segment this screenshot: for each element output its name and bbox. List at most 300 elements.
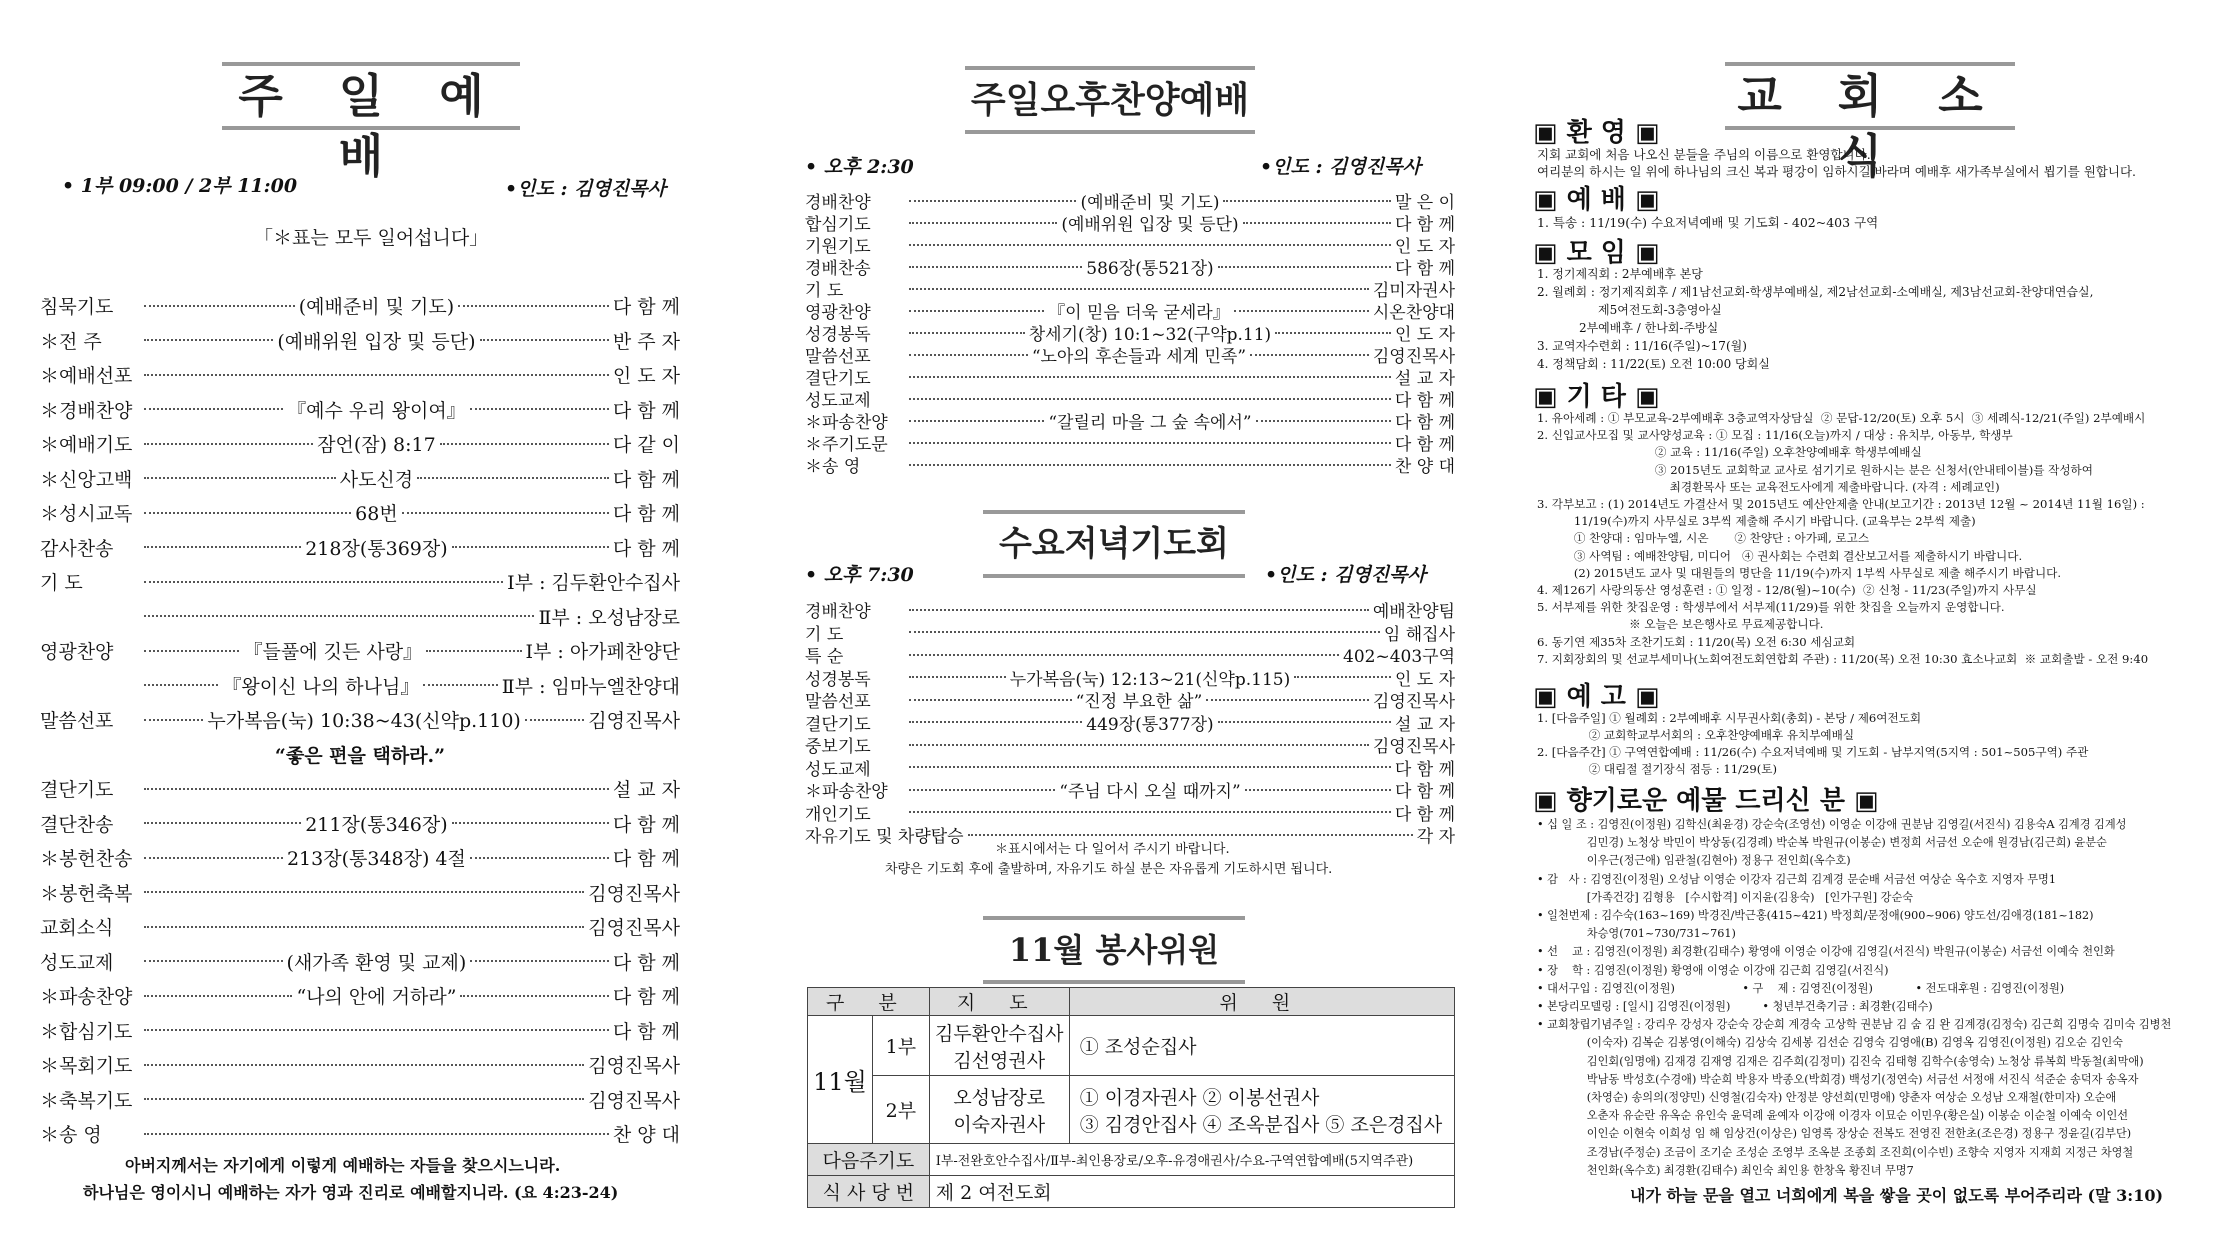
order-item [805,665,1455,690]
order-item-label: 성도교제 [40,951,114,974]
dot-leader [144,443,313,445]
dot-leader [144,650,239,652]
dot-leader [144,1064,584,1066]
order-item-content: “진정 부요한 삶” [1075,692,1203,712]
worship-heading: ▣ 예 배 ▣ [1533,185,1660,215]
service-committee-title: 11월 봉사위원 [983,916,1245,984]
dot-leader [1223,200,1390,202]
order-item-content: “노아의 후손들과 세계 민족” [1031,347,1247,367]
order-item [805,620,1455,645]
order-item-label: 결단기도 [40,779,114,801]
order-item-person: 다 함 께 [612,503,680,525]
news-line: 1. 유아세례 : ① 부모교육-2부예배후 3층교역자상담실 ② 문답-12/20(토) 오후 5시 ③ 세례식-12/21(주일) 2부예배시 [1537,411,2146,425]
dot-leader [909,420,1044,422]
welcome-heading: ▣ 환 영 ▣ [1533,118,1660,148]
news-line: • 장 학 : 김영진(이정원) 황영애 이영순 이강애 김근희 김영길(서진식) [1537,963,1889,977]
next-prayer-label: 다음주기도 [808,1144,930,1176]
order-item [40,948,680,975]
order-item-person: 김영진목사 [588,882,680,905]
order-item-content: (예배위원 입장 및 등단) [1061,215,1239,235]
order-item [40,603,680,630]
dot-leader [144,1029,609,1031]
news-line: 2. 신입교사모집 및 교사양성교육 : ① 모집 : 11/16(오늘)까지 / 대상 : 유치부, 아동부, 학생부 [1537,428,2013,443]
order-item-person: 김영진목사 [1372,737,1455,757]
order-item-label: ＊합심기도 [40,1020,133,1043]
order-item-content: 586장(통521장) [1086,259,1214,279]
order-item [805,800,1455,825]
order-item-person: Ⅰ부 : 김두환안수집사 [507,572,680,594]
order-item-person: 다 함 께 [612,986,681,1008]
month-cell: 11월 [808,1016,873,1144]
order-item-person: 다 함 께 [1394,759,1455,780]
order-item-person: 김영진목사 [588,1089,680,1112]
news-line: 지회 교회에 처음 나오신 분들을 주님의 이름으로 환영합니다. [1537,147,1871,162]
church-news-column [1525,0,2215,1240]
sunday-worship-title: 주 일 예 배 [222,62,520,130]
news-line: • 대서구입 : 김영진(이정원) • 구 제 : 김영진(이정원) • 전도대후원 : 김영진(이정원) [1537,981,2065,995]
part2-leader-2: 이숙자권사 [953,1113,1046,1136]
order-item-label: 성도교제 [805,391,871,411]
order-item-label: 감사찬송 [40,537,114,560]
order-item-label: ＊목회기도 [40,1055,133,1077]
order-item-label: 성경봉독 [805,669,871,690]
order-item-person: 다 함 께 [1394,259,1456,279]
order-item-person: 김영진목사 [588,710,680,732]
order-item-label: ＊신앙고백 [40,468,133,491]
dot-leader [460,995,608,997]
order-item-content: “나의 안에 거하라” [296,986,457,1008]
order-item-content: 213장(통348장) 4절 [286,848,466,870]
news-line: 11/19(수)까지 사무실로 3부씩 제출해 주시기 바랍니다. (교육부는 2부씩 제출) [1537,514,1976,529]
news-line: 김민경) 노청상 박민이 박상동(김경례) 박순복 박원규(이봉순) 변정희 서금선 오순애 원경남(김근희) 윤분순 [1537,836,2107,850]
order-item [805,710,1455,735]
part1-cell: 1부 [873,1016,930,1076]
order-item-label: 경배찬양 [805,602,871,622]
dot-leader [144,305,295,307]
order-item-content: 『이 믿음 더욱 굳세라』 [1048,303,1230,323]
order-item-person: Ⅱ부 : 오성남장로 [538,606,680,629]
sunday-footer-verse-1: 아버지께서는 자기에게 이렇게 예배하는 자들을 찾으시느니라. [125,1156,561,1175]
news-line: 3. 각부보고 : (1) 2014년도 가결산서 및 2015년도 예산안제출 안내(보고기간 : 2013년 12월 ~ 2014년 11월 16일) : [1537,497,2145,511]
order-item-person: 402~403구역 [1343,647,1455,667]
dot-leader [144,615,534,617]
dot-leader [1218,266,1391,268]
order-item-label: ＊전 주 [40,330,102,353]
order-item [40,361,680,388]
dot-leader [144,1098,584,1100]
order-item [805,597,1455,622]
order-item [40,396,680,423]
news-line: 2. 월례회 : 정기제직회후 / 제1남선교회-학생부예배실, 제2남선교회-소예배실, 제3남선교회-찬양대연습실, [1537,285,2094,299]
order-item-label: ＊송 영 [40,1124,102,1146]
order-item-label: 영광찬양 [40,641,114,663]
order-item [805,755,1455,780]
news-line: 제5여전도회-3층영아실 [1537,303,1722,317]
dot-leader [909,789,1055,791]
order-item-label: 자유기도 및 차량탑승 [805,827,964,847]
order-item-person: 다 같 이 [612,434,680,456]
order-item-label: ＊예배선포 [40,365,133,387]
news-line: • 본당리모델링 : [일시] 김영진(이정원) • 청년부건축기금 : 최경환(김태수) [1537,1000,1933,1013]
dot-leader [144,788,609,790]
dot-leader [909,721,1082,723]
order-item [805,687,1455,712]
dot-leader [1243,222,1391,224]
order-item-person: 다 함 께 [1394,782,1456,802]
order-item-person: 다 함 께 [612,296,681,318]
dot-leader [909,654,1339,656]
order-item-person: 다 함 께 [1394,413,1456,433]
order-item-label: ＊경배찬양 [40,399,133,422]
order-item-person: 다 함 께 [612,399,680,422]
news-line: 2부예배후 / 한나회-주방실 [1537,321,1719,335]
dot-leader [909,310,1044,312]
service-committee-table [807,987,1455,1208]
news-line: • 감 사 : 김영진(이정원) 오성남 이영순 이강자 김근희 김계경 문순배 서금선 여상순 옥수호 지영자 무명1 [1537,872,2056,886]
news-line: 4. 정책담회 : 11/22(토) 오전 10:00 당회실 [1537,357,1770,371]
dot-leader [909,332,1025,334]
etc-heading: ▣ 기 타 ▣ [1533,382,1660,412]
dot-leader [144,822,301,824]
order-item-label: 성도교제 [805,759,871,780]
wednesday-prayer-title: 수요저녁기도회 [983,510,1245,578]
order-item [40,637,680,664]
order-item-content: 사도신경 [339,468,414,491]
part2-members [1069,1076,1454,1144]
dot-leader [144,857,283,859]
dot-leader [440,443,609,445]
news-line: 3. 교역자수련회 : 11/16(주일)~17(월) [1537,339,1747,353]
news-line: 5. 서부제를 위한 찻집운영 : 학생부에서 서부제(11/29)를 위한 찻집을 오늘까지 운영합니다. [1537,600,2005,615]
dot-leader [1218,721,1391,723]
order-item-label: ＊파송찬양 [805,782,888,802]
meeting-heading: ▣ 모 임 ▣ [1533,238,1660,268]
dot-leader [909,464,1391,466]
news-line: ② 교회학교부서회의 : 오후찬양예배후 유치부예배실 [1537,728,1855,742]
order-item-label: ＊송 영 [805,457,861,477]
wednesday-prayer-time: • 오후 7:30 [805,564,914,586]
notice-heading: ▣ 예 고 ▣ [1533,682,1660,712]
order-item [40,1120,680,1147]
meal-duty-label: 식 사 당 번 [808,1176,930,1208]
order-item-label: ＊성시교독 [40,503,133,525]
dot-leader [909,200,1076,202]
order-item [40,706,680,733]
order-item-label: ＊축복기도 [40,1089,133,1112]
order-item-person: 말 은 이 [1394,193,1456,213]
order-item-person: 설 교 자 [1394,714,1456,735]
order-item-content: (예배준비 및 기도) [298,296,455,318]
th-leader: 지 도 [929,988,1069,1016]
order-item-label: 경배찬양 [805,193,871,213]
dot-leader [470,960,609,962]
order-item-label: 합심기도 [805,215,871,235]
church-news-footer: 내가 하늘 문을 열고 너희에게 복을 쌓을 곳이 없도록 부어주리라 (말 3:10) [1630,1186,2164,1205]
dot-leader [909,744,1369,746]
order-item [40,499,680,526]
order-item [40,741,680,768]
sunday-worship-time: • 1부 09:00 / 2부 11:00 [62,175,298,197]
order-item [805,452,1455,477]
dot-leader [144,374,609,376]
order-item-content: 211장(통346장) [305,813,448,836]
part1-members: ① 조성순집사 [1069,1016,1454,1076]
dot-leader [402,512,609,514]
news-line: 4. 제126기 사랑의동산 영성훈련 : ① 일정 - 12/8(월)~10(수) ② 신청 - 11/23(주일)까지 사무실 [1537,583,2037,597]
order-item [40,879,680,906]
order-item-person: 시온찬양대 [1372,303,1455,323]
news-line: • 십 일 조 : 김영진(이정원) 김학신(최윤경) 강순숙(조영선) 이영순 이강애 권분남 김영길(서진식) 김용숙A 김계경 김계성 [1537,818,2127,831]
news-line: [가족건강] 김형용 [수시합격] 이지윤(김용숙) [인가구원] 강순숙 [1537,890,1914,904]
part2-members-1: ① 이경자권사 ② 이봉선권사 [1079,1086,1320,1109]
dot-leader [144,891,584,893]
order-item-label: 특 순 [805,647,844,667]
sunday-worship-leader: •인도 : 김영진목사 [505,178,666,200]
dot-leader [480,339,609,341]
order-item-person: 찬 양 대 [1394,457,1455,477]
order-item-person: 반 주 자 [612,330,681,353]
order-item-person: 각 자 [1416,827,1455,847]
news-line: 오춘자 유순란 유옥순 유인숙 윤덕례 윤예자 이강애 이경자 이묘순 이민우(황은실) 이봉순 이순철 이예숙 이인선 [1537,1109,2129,1123]
order-item-person: 인 도 자 [1394,237,1455,257]
order-item-label: 중보기도 [805,737,871,757]
dot-leader [909,398,1391,400]
order-item-label: 경배찬송 [805,259,871,279]
dot-leader [909,244,1391,246]
dot-leader [144,719,203,721]
order-item-label: 기 도 [805,624,844,645]
order-item [805,777,1455,802]
dot-leader [452,822,609,824]
next-prayer-value: Ⅰ부-전완호안수집사/Ⅱ부-최인용장로/오후-유경애권사/수요-구역연합예배(5지역주관) [929,1144,1454,1176]
dot-leader [525,719,584,721]
dot-leader [144,995,292,997]
order-item-person: Ⅰ부 : 아가페찬양단 [525,641,680,663]
dot-leader [909,266,1082,268]
dot-leader [909,354,1028,356]
dot-leader [144,684,218,686]
order-item-label: ＊파송찬양 [805,413,888,433]
order-item-person: 다 함 께 [1394,435,1455,455]
order-item [40,465,680,492]
dot-leader [144,546,301,548]
dot-leader [1250,354,1369,356]
part2-cell: 2부 [873,1076,930,1144]
news-line: 천인화(옥수호) 최경환(김태수) 최인숙 최인용 한창옥 황진녀 무명7 [1537,1163,1914,1177]
order-item [40,534,680,561]
order-item-label: ＊봉헌찬송 [40,848,133,870]
dot-leader [1256,420,1391,422]
dot-leader [968,834,1413,836]
order-item-person: 다 함 께 [1394,391,1455,411]
order-item [40,1017,680,1044]
dot-leader [909,631,1380,633]
gift-heading: ▣ 향기로운 예물 드리신 분 ▣ [1533,786,1879,816]
order-item-label: 결단찬송 [40,813,114,836]
order-item-person: 김영진목사 [588,1055,680,1077]
order-item [40,292,680,319]
dot-leader [470,408,609,410]
news-line: ③ 사역팀 : 예배찬양팀, 미디어 ④ 권사회는 수련회 결산보고서를 제출하시기 바랍니다. [1537,548,2023,563]
order-item-person: 다 함 께 [1394,804,1455,825]
news-line: ① 찬양대 : 임마누엘, 시온 ② 찬양단 : 아가페, 로고스 [1537,531,1870,546]
dot-leader [909,222,1057,224]
order-item-label: 침묵기도 [40,296,114,318]
dot-leader [1245,789,1391,791]
order-item-content: (예배준비 및 기도) [1080,193,1220,213]
wednesday-note-1: ＊표시에서는 다 일어서 주시기 바랍니다. [995,842,1230,857]
order-item-content: 『들풀에 깃든 사랑』 [243,641,423,663]
order-item-label: 성경봉독 [805,325,871,345]
afternoon-worship-leader: •인도 : 김영진목사 [1260,156,1421,178]
news-line: 이우근(정근애) 임관철(김현아) 정용구 전인희(옥수호) [1537,854,1851,868]
order-item-person: 찬 양 대 [612,1124,680,1146]
news-line: ③ 2015년도 교회학교 교사로 섬기기로 원하시는 분은 신청서(안내테이블)를 작성하여 [1537,462,2093,477]
news-line: • 일천번제 : 김수숙(163~169) 박경진/박근홍(415~421) 박정희/문정애(900~906) 양도선/김애경(181~182) [1537,909,2094,922]
dot-leader [144,408,283,410]
dot-leader [458,305,609,307]
order-item-person: 다 함 께 [612,813,681,836]
dot-leader [909,376,1391,378]
dot-leader [1234,310,1369,312]
order-item-content: 『예수 우리 왕이여』 [287,399,466,422]
afternoon-worship-time: • 오후 2:30 [805,156,914,178]
th-category: 구 분 [808,988,930,1016]
wednesday-note-2: 차량은 기도회 후에 출발하며, 자유기도 하실 분은 자유롭게 기도하시면 됩니다. [885,862,1333,877]
news-line: 1. 특송 : 11/19(수) 수요저녁예배 및 기도회 - 402~403 구역 [1537,215,1879,230]
news-line: 이인순 이현숙 이희성 임 해 임상건(이상은) 임영록 장상순 전복도 전영진 전한초(조은경) 정용구 정윤길(김부단) [1537,1127,2132,1141]
order-item [40,672,680,699]
order-item-person: 인 도 자 [1394,669,1456,690]
order-item-content: (새가족 환영 및 교제) [286,951,467,974]
order-item-label: ＊주기도문 [805,435,888,455]
order-item-label: ＊파송찬양 [40,986,133,1008]
order-item [805,732,1455,757]
news-line: 김인회(임명애) 김재경 김재영 김재은 김주희(김정미) 김진숙 김태형 김학수(송영숙) 노청상 류복희 박동철(최막애) [1537,1054,2144,1068]
order-item-person: 김영진목사 [1372,692,1456,712]
order-item-person: 김영진목사 [1372,347,1455,367]
afternoon-worship-column [745,0,1475,1240]
dot-leader [909,609,1369,611]
news-line: 2. [다음주간] ① 구역연합예배 : 11/26(수) 수요저녁예배 및 기도회 - 남부지역(5지역 : 501~505구역) 주관 [1537,745,2089,759]
dot-leader [144,512,351,514]
order-item-person: 김미자권사 [1372,281,1455,301]
order-item [40,775,680,802]
order-item-person: 다 함 께 [612,1020,680,1043]
news-line: 1. 정기제직회 : 2부예배후 본당 [1537,267,1703,281]
news-line: • 선 교 : 김영진(이정원) 최경환(김태수) 황영애 이영순 이강애 김영길(서진식) 박원규(이봉순) 서금선 이예숙 천인화 [1537,945,2115,959]
sunday-worship-column [0,0,740,1240]
dot-leader [144,960,283,962]
order-item-label: 기 도 [805,281,844,301]
order-item-content: 누가복음(눅) 12:13~21(신약p.115) [1009,669,1291,690]
church-news-title: 교 회 소 식 [1725,62,2015,130]
wednesday-prayer-leader: •인도 : 김영진목사 [1265,564,1426,586]
dot-leader [909,811,1391,813]
order-item-label: 말씀선포 [40,710,114,732]
dot-leader [144,477,336,479]
dot-leader [144,581,503,583]
order-item-content: 449장(통377장) [1086,714,1214,735]
dot-leader [144,339,273,341]
order-item-content: 창세기(창) 10:1~32(구약p.11) [1028,325,1272,345]
dot-leader [909,288,1369,290]
dot-leader [452,546,609,548]
dot-leader [1275,332,1391,334]
part1-leaders [929,1016,1069,1076]
dot-leader [1294,676,1391,678]
dot-leader [144,1133,609,1135]
order-item [40,913,680,940]
order-item [40,982,680,1009]
order-item-label: ＊예배기도 [40,434,133,456]
news-line: 7. 지회장회의 및 선교부세미나(노회여전도회연합회 주관) : 11/20(목) 오전 10:30 효소나교회 ※ 교회출발 - 오전 9:40 [1537,651,2149,666]
order-item [40,568,680,595]
order-item-person: 다 함 께 [612,951,680,974]
news-line: 여리분의 하시는 일 위에 하나님의 크신 복과 평강이 임하시길 바라며 예배후 새가족부실에서 뵙기를 원합니다. [1537,164,2137,179]
order-item [805,642,1455,667]
order-item-person: 다 함 께 [612,537,681,560]
order-item-person: 다 함 께 [612,468,681,491]
order-item-person: 다 함 께 [1394,215,1456,235]
order-item-content: 68번 [355,503,398,525]
news-line: ② 대림절 절기장식 점등 : 11/29(토) [1537,762,1777,776]
news-line: (이숙자) 김복순 김봉영(이해숙) 김상숙 김세봉 김선순 김영숙 김영애(B) 김영옥 김영진(이정원) 김오순 김인숙 [1537,1036,2123,1050]
meal-duty-value: 제 2 여전도회 [929,1176,1454,1208]
dot-leader [470,857,609,859]
order-item-content: “갈릴리 마을 그 숲 속에서” [1048,413,1252,433]
order-item-label: 기 도 [40,572,83,594]
dot-leader [144,926,584,928]
order-item-person: Ⅱ부 : 임마누엘찬양대 [501,675,680,698]
dot-leader [909,699,1072,701]
order-item [40,810,680,837]
order-item-label: 교회소식 [40,917,114,939]
order-item-content: (예배위원 입장 및 등단) [277,330,476,353]
order-item [40,430,680,457]
dot-leader [909,676,1006,678]
part1-leader-1: 김두환안수집사 [934,1022,1064,1045]
order-item-label: 개인기도 [805,804,871,825]
order-item [40,327,680,354]
news-line: 조경남(주정순) 조금이 조기순 조성순 조영부 조옥분 조종회 조진희(이수빈) 조향숙 지영자 지재희 지정근 차영철 [1537,1145,2134,1159]
order-item-person: 예배찬양팀 [1372,602,1455,622]
dot-leader [909,442,1391,444]
order-item-label: 결단기도 [805,369,871,389]
order-item [40,844,680,871]
news-line: 1. [다음주일] ① 월례회 : 2부예배후 시무권사회(총회) - 본당 / 제6여전도회 [1537,711,1922,725]
order-item-person: 인 도 자 [1394,325,1456,345]
th-members: 위 원 [1069,988,1454,1016]
afternoon-worship-title: 주일오후찬양예배 [965,66,1255,134]
order-item-person: 임 해집사 [1383,624,1455,645]
dot-leader [426,650,521,652]
part2-leaders [929,1076,1069,1144]
part2-leader-1: 오성남장로 [953,1086,1046,1109]
order-item-person: 인 도 자 [612,365,680,387]
order-item-person: 설 교 자 [612,779,680,801]
order-item-person: 설 교 자 [1394,369,1455,389]
order-item-label: 결단기도 [805,714,871,735]
order-item-person: 김영진목사 [588,917,680,939]
dot-leader [1206,699,1369,701]
part2-members-2: ③ 김경안집사 ④ 조옥분집사 ⑤ 조은경집사 [1079,1113,1443,1136]
news-line: 6. 동기연 제35차 조찬기도회 : 11/20(목) 오전 6:30 세심교회 [1537,634,1856,649]
news-line: ※ 오늘은 보은행사로 무료제공합니다. [1537,617,1824,632]
news-line: (2) 2015년도 교사 및 대원들의 명단을 11/19(수)까지 1부씩 사무실로 제출 해주시기 바랍니다. [1537,565,2062,580]
news-line: ② 교육 : 11/16(주일) 오후찬양예배후 학생부예배실 [1537,445,1922,460]
news-line: 박남동 박성호(수경애) 박순희 박용자 박종오(박희경) 백성기(정연숙) 서금선 서정애 서진식 석준순 송덕자 송옥자 [1537,1072,2139,1086]
